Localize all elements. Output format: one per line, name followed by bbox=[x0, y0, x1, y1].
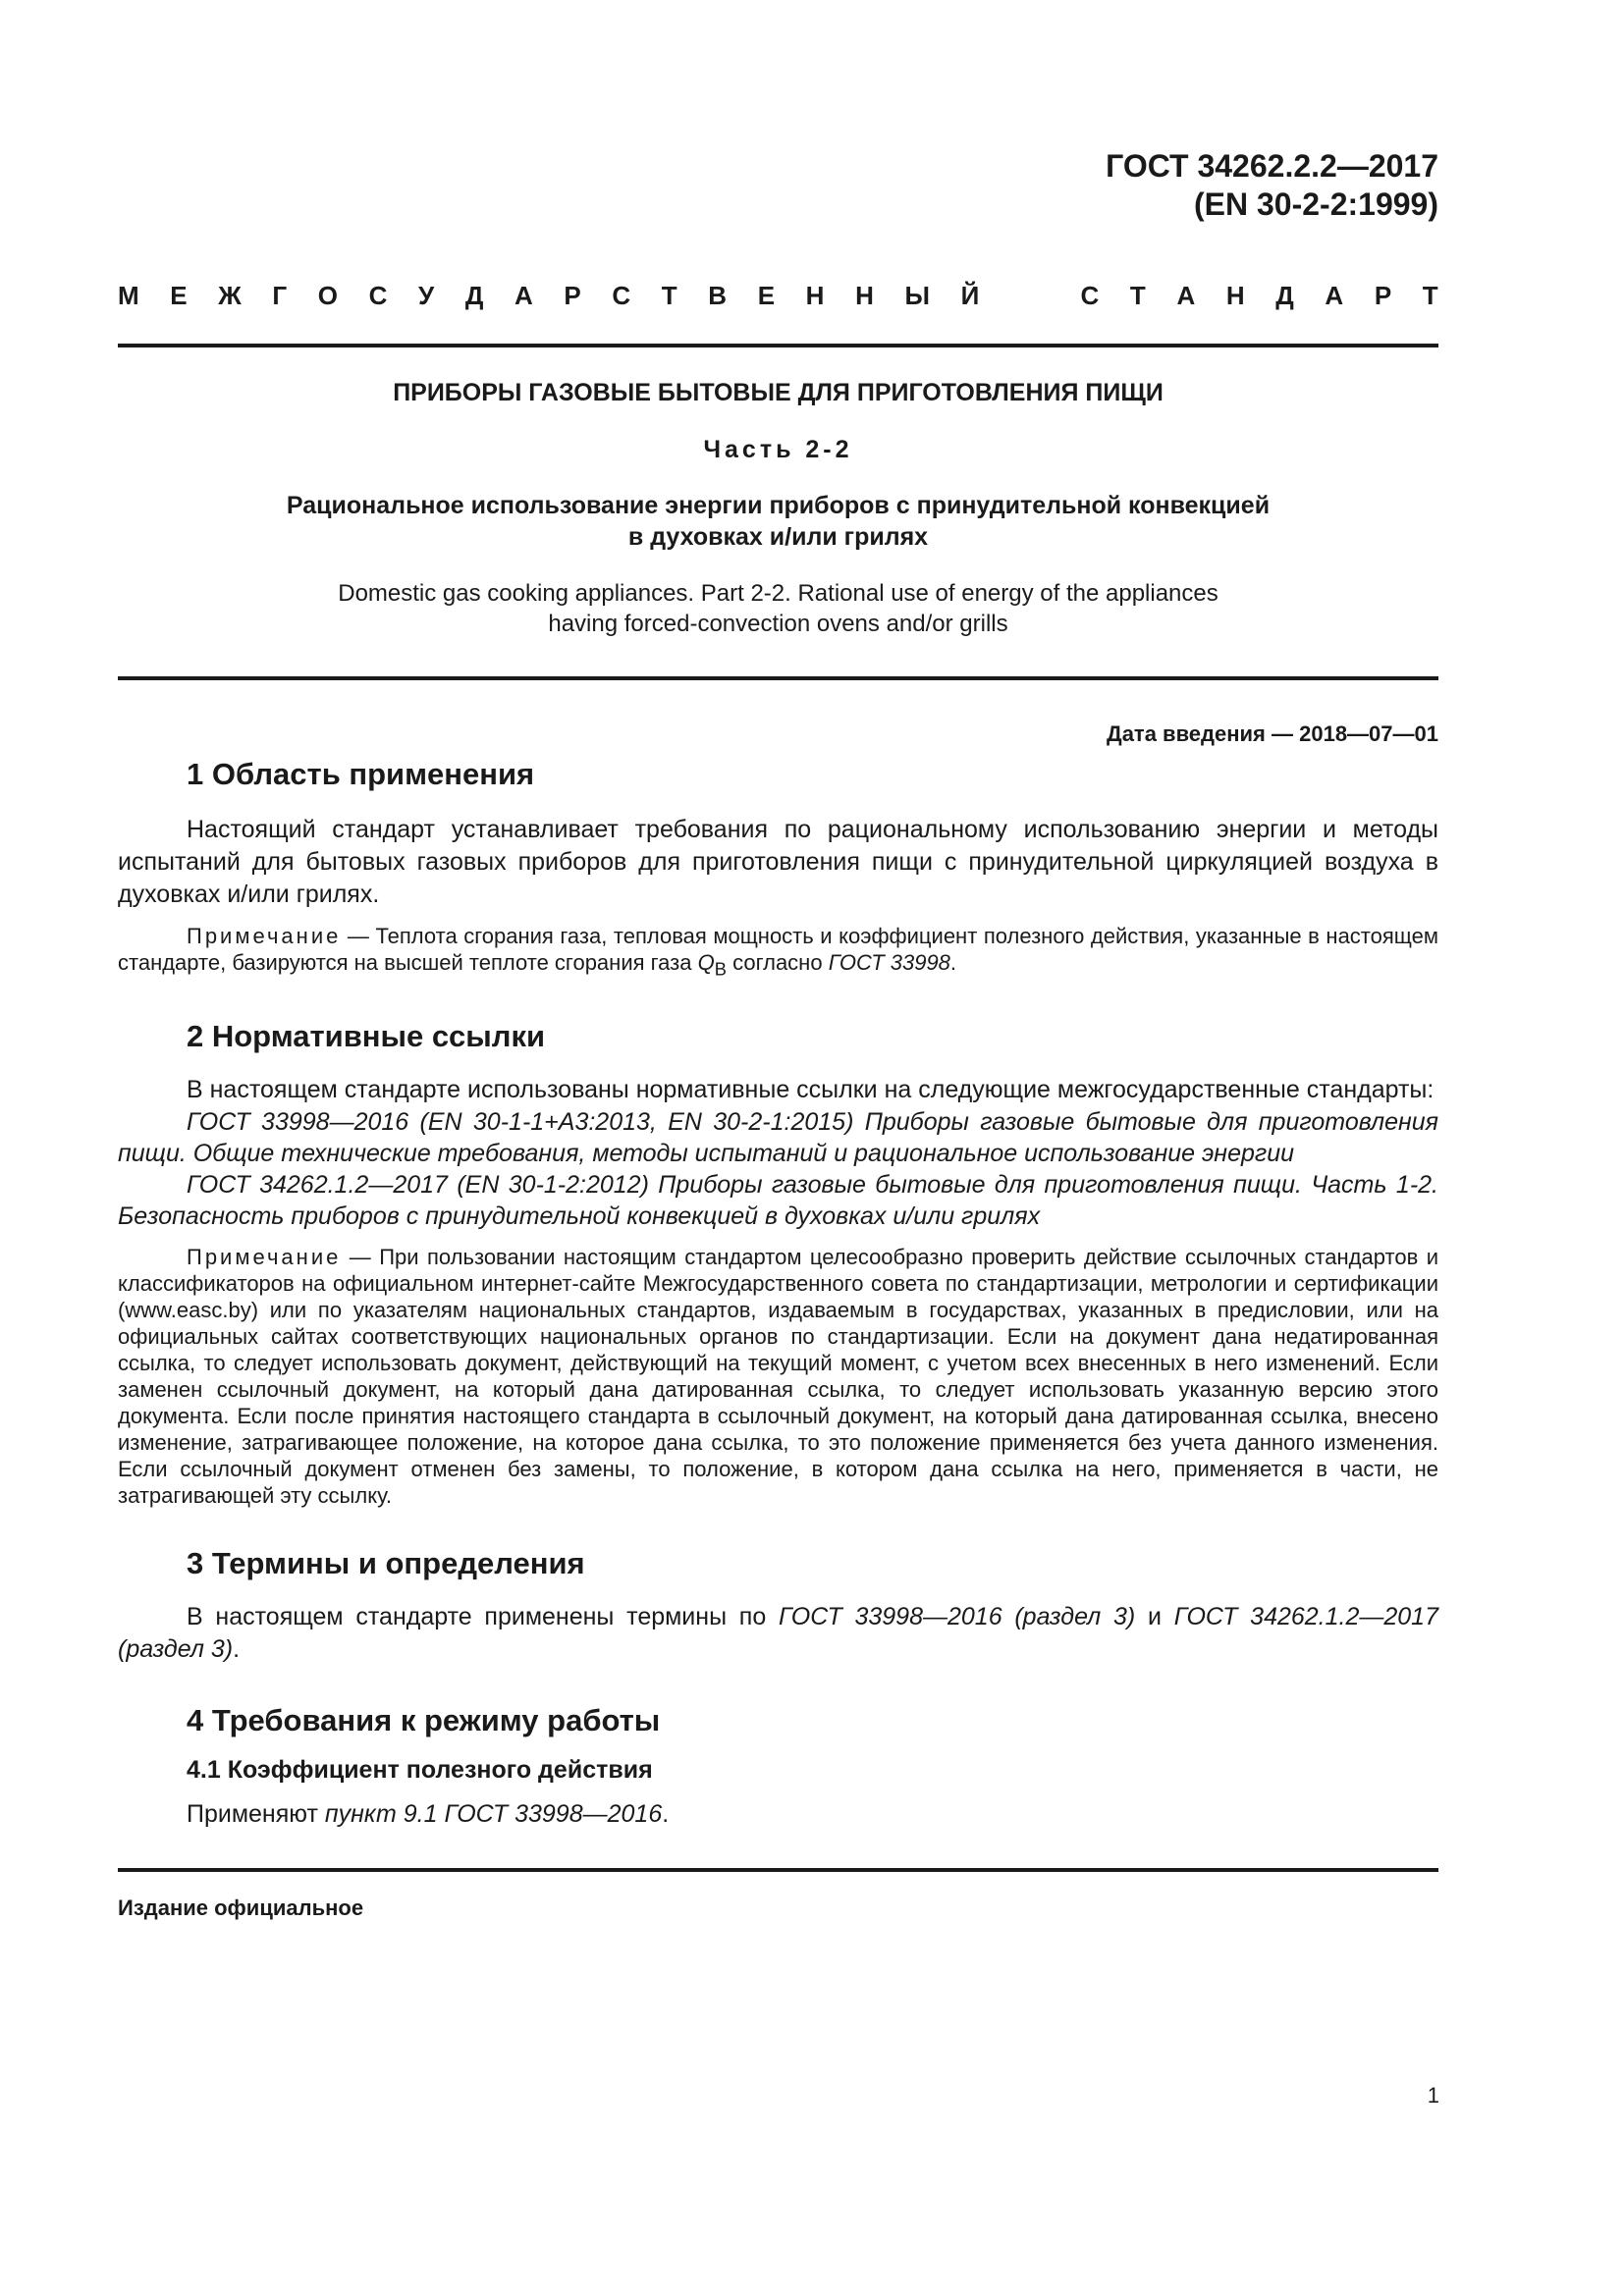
interstate-letter: Т bbox=[1422, 281, 1438, 310]
interstate-letter: А bbox=[1176, 281, 1196, 310]
note-reference: ГОСТ 33998 bbox=[828, 950, 950, 975]
section-4-end: . bbox=[662, 1800, 670, 1829]
interstate-letter: Н bbox=[805, 281, 825, 310]
interstate-letter: Й bbox=[960, 281, 980, 310]
note-label: Примечание bbox=[187, 1245, 342, 1270]
section-3-reference-a: ГОСТ 33998—2016 (раздел 3) bbox=[779, 1603, 1136, 1631]
note-text: — Теплота сгорания газа, тепловая мощность и коэффициент полезного действия, указанные в настоящем стандарте, базируются на высшей теплоте сгорания газа bbox=[118, 924, 1438, 975]
section-4-text: Применяют bbox=[187, 1800, 325, 1829]
section-4-heading: 4 Требования к режиму работы bbox=[187, 1703, 661, 1738]
interstate-letter: Н bbox=[1225, 281, 1245, 310]
section-4-1-paragraph bbox=[118, 1798, 1438, 1831]
note-end: . bbox=[949, 950, 957, 975]
interstate-letter: Е bbox=[170, 281, 188, 310]
note-after: согласно bbox=[726, 950, 829, 975]
section-4-1-heading: 4.1 Коэффициент полезного действия bbox=[187, 1756, 653, 1785]
note-text: — При пользовании настоящим стандартом целесообразно проверить действие ссылочных стандартов и классификаторов на официальном интернет-сайте Межгосударственного совета по стандартизации, метрологии и сертификации (www.easc.by) или по указателям национальных стандартов, издаваемым в государствах, указанных в предисловии, или на официальных сайтах соответствующих национальных органов по стандартизации. Если на документ дана недатированная ссылка, то следует использовать документ, действующий на текущий момент, с учетом всех внесенных в него изменений. Если заменен ссылочный документ, на который дана датированная ссылка, то следует использовать указанную версию этого документа. Если после принятия настоящего стандарта в ссылочный документ, на который дана датированная ссылка, внесено изменение, затрагивающее положение, на которое дана ссылка, то это положение применяется без учета данного изменения. Если ссылочный документ отменен без замены, то положение, в котором дана ссылка на него, применяется в части, не затрагивающей эту ссылку. bbox=[118, 1245, 1438, 1509]
interstate-standard-banner bbox=[118, 281, 1438, 311]
interstate-letter: Т bbox=[1129, 281, 1146, 310]
interstate-letter: Ж bbox=[218, 281, 242, 310]
subtitle-line-2: в духовках и/или грилях bbox=[627, 523, 929, 551]
section-3-reference-b: ГОСТ 34262.1.2—2017 (раздел 3) bbox=[118, 1603, 1438, 1664]
introduction-date: Дата введения — 2018—07—01 bbox=[1107, 721, 1438, 746]
interstate-letter: С bbox=[1080, 281, 1100, 310]
document-page bbox=[118, 147, 1438, 1921]
section-2-paragraph: В настоящем стандарте использованы нормативные ссылки на следующие межгосударственные стандарты: bbox=[187, 1076, 1435, 1104]
subtitle-line-1: Рациональное использование энергии приборов с принудительной конвекцией bbox=[286, 492, 1271, 519]
english-title-line-1: Domestic gas cooking appliances. Part 2-2. Rational use of energy of the appliances bbox=[338, 580, 1218, 607]
standard-number bbox=[118, 147, 1438, 224]
interstate-letter: Р bbox=[564, 281, 581, 310]
section-1-note bbox=[118, 923, 1438, 982]
section-2-note bbox=[118, 1244, 1438, 1509]
document-subtitle bbox=[118, 490, 1438, 553]
interstate-letter: Т bbox=[661, 281, 677, 310]
section-4-reference: пункт 9.1 ГОСТ 33998—2016 bbox=[324, 1800, 663, 1829]
interstate-letter: М bbox=[118, 281, 139, 310]
english-title-line-2: having forced-convection ovens and/or grills bbox=[548, 611, 1008, 637]
document-title: ПРИБОРЫ ГАЗОВЫЕ БЫТОВЫЕ ДЛЯ ПРИГОТОВЛЕНИЯ ПИЩИ bbox=[393, 379, 1164, 406]
interstate-letter: У bbox=[418, 281, 435, 310]
note-q-subscript: B bbox=[714, 958, 727, 980]
interstate-letter: А bbox=[514, 281, 533, 310]
interstate-letter: В bbox=[708, 281, 728, 310]
title-rule bbox=[118, 676, 1438, 680]
interstate-letter: С bbox=[612, 281, 631, 310]
section-1-paragraph: Настоящий стандарт устанавливает требования по рациональному использованию энергии и методы испытаний для бытовых газовых приборов для приготовления пищи с принудительной циркуляцией воздуха в духовках и/или грилях. bbox=[118, 816, 1438, 908]
interstate-letter: Д bbox=[464, 281, 484, 310]
interstate-word-gap bbox=[1010, 281, 1050, 311]
note-q-symbol: Q bbox=[697, 950, 715, 975]
interstate-letter: Ы bbox=[904, 281, 930, 310]
english-title bbox=[118, 578, 1438, 639]
interstate-letter: Р bbox=[1374, 281, 1392, 310]
section-2-heading: 2 Нормативные ссылки bbox=[187, 1019, 546, 1054]
standard-number-alt: (EN 30-2-2:1999) bbox=[1194, 187, 1438, 222]
section-2-reference-2: ГОСТ 34262.1.2—2017 (EN 30-1-2:2012) Приборы газовые бытовые для приготовления пищи. Часть 1-2. Безопасность приборов с принудительной конвекцией в духовках и/или грилях bbox=[118, 1171, 1438, 1231]
page-number: 1 bbox=[1427, 2083, 1439, 2108]
document-part: Часть 2-2 bbox=[703, 436, 853, 463]
interstate-letter: С bbox=[368, 281, 388, 310]
top-rule bbox=[118, 344, 1438, 347]
section-3-paragraph bbox=[118, 1601, 1438, 1666]
edition-label: Издание официальное bbox=[118, 1896, 364, 1921]
section-3-conjunction: и bbox=[1135, 1603, 1174, 1631]
section-1-heading: 1 Область применения bbox=[187, 757, 535, 791]
section-3-end: . bbox=[233, 1635, 241, 1664]
interstate-letter: Е bbox=[757, 281, 776, 310]
section-2-reference-1: ГОСТ 33998—2016 (EN 30-1-1+A3:2013, EN 30-2-1:2015) Приборы газовые бытовые для приготовления пищи. Общие технические требования, методы испытаний и рациональное использование энергии bbox=[118, 1108, 1438, 1168]
section-3-heading: 3 Термины и определения bbox=[187, 1546, 585, 1581]
interstate-letter: А bbox=[1325, 281, 1344, 310]
section-3-text: В настоящем стандарте применены термины по bbox=[187, 1603, 779, 1631]
interstate-letter: Д bbox=[1275, 281, 1294, 310]
interstate-letter: Н bbox=[855, 281, 874, 310]
interstate-letter: О bbox=[317, 281, 338, 310]
note-label: Примечание bbox=[187, 924, 342, 948]
standard-number-main: ГОСТ 34262.2.2—2017 bbox=[1106, 148, 1438, 184]
interstate-letter: Г bbox=[272, 281, 288, 310]
footer-rule bbox=[118, 1868, 1438, 1872]
